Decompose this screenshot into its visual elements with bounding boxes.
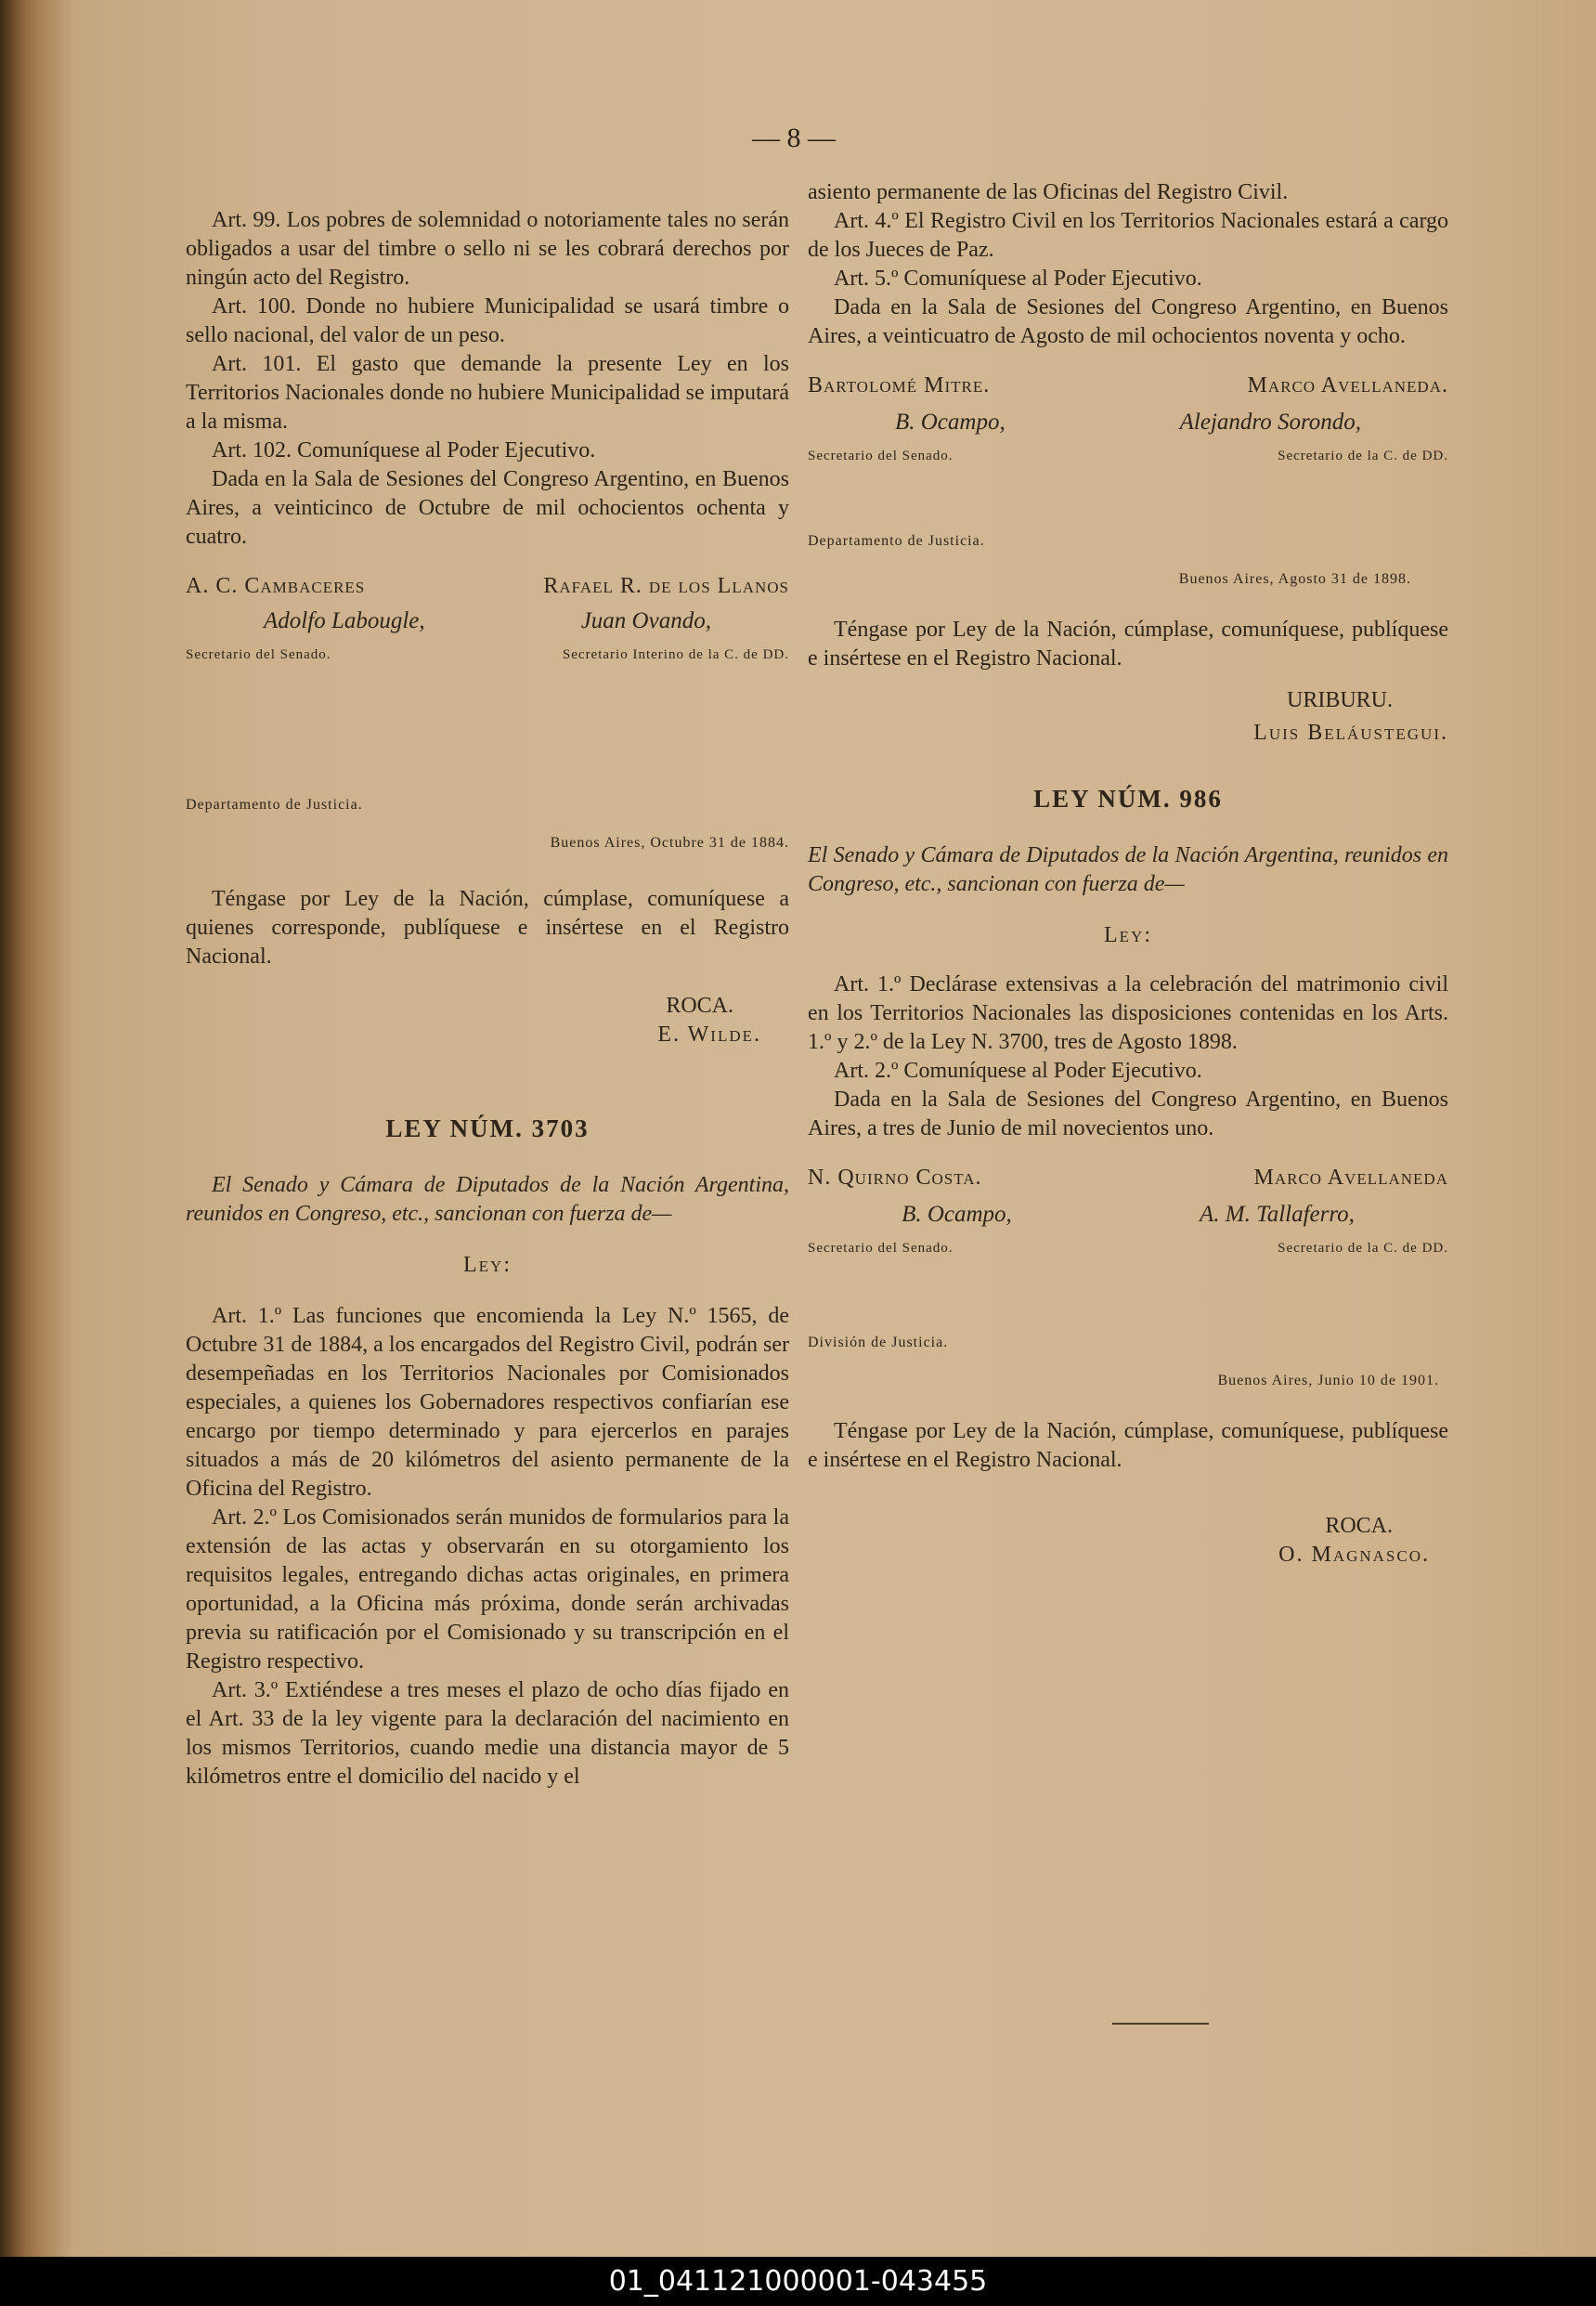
- signer-belaustegui: Luis Beláustegui.: [1253, 721, 1448, 745]
- signatory-right: Marco Avellaneda: [1253, 1166, 1448, 1190]
- secretary-left: B. Ocampo,: [902, 1202, 1012, 1227]
- dada-en-la-sala: Dada en la Sala de Sesiones del Congreso Argentino, en Buenos Aires, a veinticuatro de Agosto de mil ochocientos noventa y ocho.: [808, 295, 1448, 348]
- signature-names-2: [808, 1164, 1448, 1192]
- signer-uriburu: URIBURU.: [1286, 688, 1393, 712]
- signature-secretaries: [186, 606, 789, 635]
- role-left: Secretario del Senado.: [186, 647, 331, 662]
- role-right: Secretario Interino de la C. de DD.: [562, 647, 789, 662]
- signature-roles: [186, 641, 789, 670]
- tengase-paragraph: Téngase por Ley de la Nación, cúmplase, comuníquese, publíquese e insértese en el Registro Nacional.: [808, 618, 1448, 671]
- division: División de Justicia.: [808, 1335, 949, 1350]
- signature-names: [186, 572, 789, 601]
- date-line: Buenos Aires, Agosto 31 de 1898.: [1178, 571, 1411, 587]
- ley-title: LEY NÚM. 986: [1033, 785, 1223, 813]
- department: Departamento de Justicia.: [808, 533, 985, 549]
- article-101: Art. 101. El gasto que demande la presente Ley en los Territorios Nacionales donde no hubiere Municipalidad se imputará a la misma.: [186, 352, 789, 434]
- secretary-right: Alejandro Sorondo,: [1179, 410, 1362, 435]
- role-right: Secretario de la C. de DD.: [1278, 449, 1448, 463]
- signer-magnasco: O. Magnasco.: [1278, 1543, 1430, 1567]
- article-2: Art. 2.º Comuníquese al Poder Ejecutivo.: [834, 1059, 1202, 1083]
- signer-roca: ROCA.: [666, 994, 733, 1018]
- role-left: Secretario del Senado.: [808, 1241, 954, 1256]
- signature-names: [808, 371, 1448, 400]
- article-5: Art. 5.º Comuníquese al Poder Ejecutivo.: [834, 267, 1202, 291]
- article-99: Art. 99. Los pobres de solemnidad o notoriamente tales no serán obligados a usar del timbre o sello ni se les cobrará derechos por ningún acto del Registro.: [186, 208, 789, 290]
- signature-roles: [808, 442, 1448, 471]
- date-line: Buenos Aires, Octubre 31 de 1884.: [550, 835, 789, 851]
- right-column: [808, 178, 1448, 1570]
- signature-roles-2: [808, 1234, 1448, 1263]
- book-spine: [0, 0, 28, 2257]
- left-column: [186, 206, 789, 1791]
- article-1: Art. 1.º Declárase extensivas a la celebración del matrimonio civil en los Territorios Nacionales las disposiciones contenidas en los Arts. 1.º y 2.º de la Ley N. 3700, tres de Agosto 1898.: [808, 972, 1448, 1054]
- ley-label: Ley:: [463, 1253, 512, 1277]
- tengase-paragraph: Téngase por Ley de la Nación, cúmplase, comuníquese a quienes corresponde, publíquese e insértese en el Registro Nacional.: [186, 887, 789, 969]
- signatory-right: Marco Avellaneda.: [1247, 373, 1448, 397]
- dada-en-la-sala: Dada en la Sala de Sesiones del Congreso Argentino, en Buenos Aires, a veinticinco de Octubre de mil ochocientos ochenta y cuatro.: [186, 467, 789, 549]
- secretary-left: Adolfo Labougle,: [264, 608, 425, 633]
- signer-wilde: E. Wilde.: [657, 1023, 761, 1047]
- secretary-right: A. M. Tallaferro,: [1199, 1202, 1355, 1227]
- article-3: Art. 3.º Extiéndese a tres meses el plazo de ocho días fijado en el Art. 33 de la ley vigente para la declaración del nacimiento en los mismos Territorios, cuando medie una distancia mayor de 5 kilómetros entre el domicilio del nacido y el: [186, 1678, 789, 1789]
- article-1: Art. 1.º Las funciones que encomienda la Ley N.º 1565, de Octubre 31 de 1884, a los encargados del Registro Civil, podrán ser desempeñadas en los Territorios Nacionales por Comisionados especiales, a quienes los Gobernadores respectivos confiarían ese encargo por tiempo determinado y para ejercerlos en parajes situados a más de 20 kilómetros del asiento permanente de la Oficina del Registro.: [186, 1304, 789, 1501]
- closing-rule: [1112, 2023, 1209, 2025]
- article-100: Art. 100. Donde no hubiere Municipalidad se usará timbre o sello nacional, del valor de un peso.: [186, 294, 789, 347]
- ley-title: LEY NÚM. 3703: [385, 1114, 590, 1142]
- page-number: — 8 —: [752, 123, 836, 153]
- article-2: Art. 2.º Los Comisionados serán munidos de formularios para la extensión de las actas y observarán en su otorgamiento los requisitos legales, entregando dichas actas originales, en primera oportunidad, a la Oficina más próxima, donde serán archivadas previa su ratificación por el Comisionado y su transcripción en el Registro respectivo.: [186, 1505, 789, 1674]
- signatory-right: Rafael R. de los Llanos: [543, 574, 789, 598]
- preamble: El Senado y Cámara de Diputados de la Nación Argentina, reunidos en Congreso, etc., sancionan con fuerza de—: [186, 1173, 789, 1226]
- signature-secretaries-2: [808, 1200, 1448, 1229]
- continued-text: asiento permanente de las Oficinas del Registro Civil.: [808, 180, 1289, 204]
- tengase-paragraph-2: Téngase por Ley de la Nación, cúmplase, comuníquese, publíquese e insértese en el Registro Nacional.: [808, 1419, 1448, 1472]
- signer-roca: ROCA.: [1325, 1514, 1393, 1538]
- role-right: Secretario de la C. de DD.: [1278, 1241, 1448, 1256]
- signature-secretaries: [808, 408, 1448, 436]
- secretary-left: B. Ocampo,: [894, 410, 1006, 435]
- ley-label: Ley:: [1104, 923, 1152, 947]
- signatory-left: N. Quirno Costa.: [808, 1166, 982, 1190]
- dada-en-la-sala-2: Dada en la Sala de Sesiones del Congreso Argentino, en Buenos Aires, a tres de Junio de mil novecientos uno.: [808, 1088, 1448, 1140]
- article-102: Art. 102. Comuníquese al Poder Ejecutivo.: [212, 438, 596, 463]
- signatory-left: A. C. Cambaceres: [186, 574, 366, 598]
- secretary-right: Juan Ovando,: [580, 608, 711, 633]
- preamble: El Senado y Cámara de Diputados de la Nación Argentina, reunidos en Congreso, etc., sancionan con fuerza de—: [808, 843, 1448, 896]
- article-4: Art. 4.º El Registro Civil en los Territorios Nacionales estará a cargo de los Jueces de Paz.: [808, 209, 1448, 262]
- role-left: Secretario del Senado.: [808, 449, 954, 463]
- date-line-2: Buenos Aires, Junio 10 de 1901.: [1217, 1373, 1439, 1388]
- scan-id-footer: 01_041121000001-043455: [0, 2257, 1596, 2306]
- signatory-left: Bartolomé Mitre.: [808, 373, 991, 397]
- department: Departamento de Justicia.: [186, 797, 363, 813]
